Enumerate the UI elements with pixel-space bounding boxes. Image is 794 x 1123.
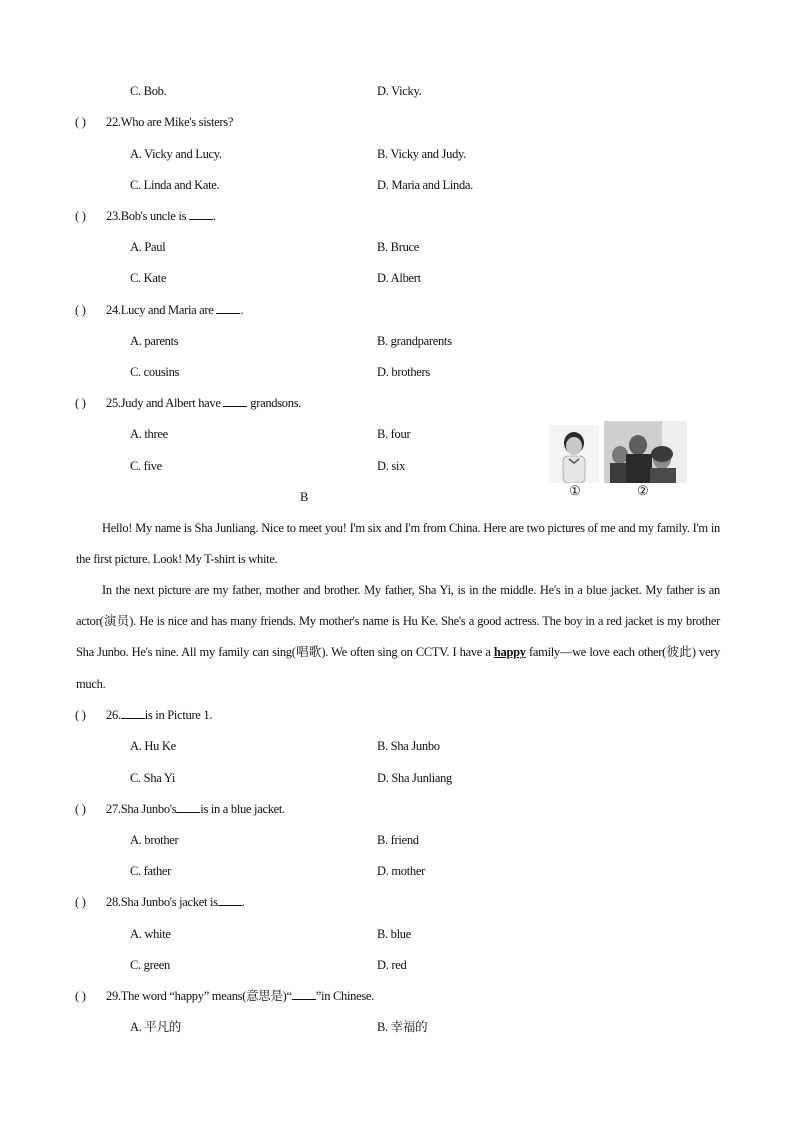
question-29 [0,986,794,1006]
option-d: D. red [377,958,407,972]
option-b: B. Sha Junbo [377,739,440,753]
option-d: D. six [377,459,406,473]
answer-bracket[interactable]: ( ) [75,396,86,410]
question-stem: Judy and Albert have [120,396,224,410]
option-a: A. white [130,927,171,941]
answer-bracket[interactable]: ( ) [75,895,86,909]
q27-options-ab [0,830,794,850]
question-text [106,300,243,320]
question-stem: Lucy and Maria are [120,303,217,317]
option-c: C. cousins [130,365,180,379]
answer-bracket[interactable]: ( ) [75,209,86,223]
question-number: 22. [106,115,121,129]
question-text [106,393,301,413]
q23-options-cd [0,268,794,288]
answer-blank[interactable] [121,706,145,719]
photo-label-2: ② [637,483,649,498]
option-b: B. friend [377,833,419,847]
q21-option-c: C. Bob. [130,84,167,98]
option-c: C. Kate [130,271,167,285]
option-c: C. father [130,864,172,878]
question-24 [0,300,794,320]
question-stem-end: . [212,209,216,223]
question-text [106,705,212,725]
keyword-happy: happy [493,645,526,660]
option-b: B. 幸福的 [377,1020,428,1034]
answer-blank[interactable] [176,800,200,813]
option-b: B. blue [377,927,412,941]
option-b: B. four [377,427,411,441]
question-text [106,892,245,912]
q26-options-cd [0,768,794,788]
passage-text-end: family—we love each other(彼此) very much. [76,645,721,691]
question-26 [0,705,794,725]
question-27 [0,799,794,819]
q28-options-cd [0,955,794,975]
option-b: B. Bruce [377,240,420,254]
question-stem: Bob's uncle is [120,209,189,223]
q21-option-d: D. Vicky. [377,84,422,98]
option-a: A. Hu Ke [130,739,176,753]
question-stem: is in Picture 1. [144,708,213,722]
q22-options-cd [0,175,794,195]
question-25 [0,393,794,413]
question-22 [0,112,794,132]
q24-options-ab [0,331,794,351]
question-number: 29. [106,989,121,1003]
option-c: C. Linda and Kate. [130,178,220,192]
question-text [106,112,233,132]
q26-options-ab [0,736,794,756]
question-23 [0,206,794,226]
question-stem-end: . [241,895,245,909]
question-number: 23. [106,209,121,223]
question-stem: Sha Junbo's jacket is [120,895,218,909]
answer-bracket[interactable]: ( ) [75,708,86,722]
q22-options-ab [0,144,794,164]
question-text [106,986,374,1006]
photo-boy-image [549,425,599,483]
question-stem: The word “happy” means(意思是)“ [120,989,292,1003]
option-d: D. Sha Junliang [377,771,453,785]
option-a: A. three [130,427,168,441]
option-d: D. brothers [377,365,430,379]
q24-options-cd [0,362,794,382]
option-c: C. five [130,459,162,473]
passage-paragraph-1: Hello! My name is Sha Junliang. Nice to meet you! I'm six and I'm from China. Here are two pictures of me and my family. I'm in the first picture. Look! My T-shirt is white. [76,521,720,567]
section-heading [0,487,794,507]
option-d: D. mother [377,864,425,878]
answer-blank[interactable] [292,987,316,1000]
q28-options-ab [0,924,794,944]
question-stem-end: grandsons. [247,396,302,410]
option-a: A. brother [130,833,179,847]
option-d: D. Maria and Linda. [377,178,474,192]
question-stem-end: . [240,303,244,317]
photo-label-1: ① [569,483,581,498]
passage-paragraph-2 [76,575,720,700]
answer-blank[interactable] [223,394,247,407]
section-label: B [300,490,309,504]
q23-options-ab [0,237,794,257]
option-a: A. Vicky and Lucy. [130,147,222,161]
answer-bracket[interactable]: ( ) [75,115,86,129]
option-d: D. Albert [377,271,421,285]
answer-bracket[interactable]: ( ) [75,989,86,1003]
option-c: C. Sha Yi [130,771,176,785]
q29-options-ab [0,1017,794,1037]
question-stem: Who are Mike's sisters? [120,115,234,129]
answer-bracket[interactable]: ( ) [75,802,86,816]
q27-options-cd [0,861,794,881]
option-b: B. grandparents [377,334,452,348]
answer-blank[interactable] [216,301,240,314]
q21-options-cd [0,81,794,101]
question-stem-end: ”in Chinese. [315,989,374,1003]
question-stem-end: is in a blue jacket. [200,802,285,816]
answer-blank[interactable] [189,207,213,220]
photo-family-image [604,421,687,483]
question-number: 27. [106,802,121,816]
question-number: 26. [106,708,121,722]
option-b: B. Vicky and Judy. [377,147,466,161]
question-text [106,799,285,819]
question-number: 28. [106,895,121,909]
question-text [106,206,216,226]
question-number: 24. [106,303,121,317]
question-number: 25. [106,396,121,410]
passage-text: In the next picture are my father, mother and brother. My father, Sha Yi, is in the middle. He's in a blue jacket. My father is an actor(演员). He is nice and has many friends. My mother's name is Hu Ke. She's a good actress. The boy in a red jacket is my brother Sha Junbo. He's nine. All my family can sing(唱歌). We often sing on CCTV. I have a [76,583,720,660]
question-28 [0,892,794,912]
answer-blank[interactable] [218,893,242,906]
option-a: A. 平凡的 [130,1020,181,1034]
option-a: A. Paul [130,240,166,254]
question-stem: Sha Junbo's [120,802,177,816]
option-a: A. parents [130,334,179,348]
answer-bracket[interactable]: ( ) [75,303,86,317]
option-c: C. green [130,958,170,972]
